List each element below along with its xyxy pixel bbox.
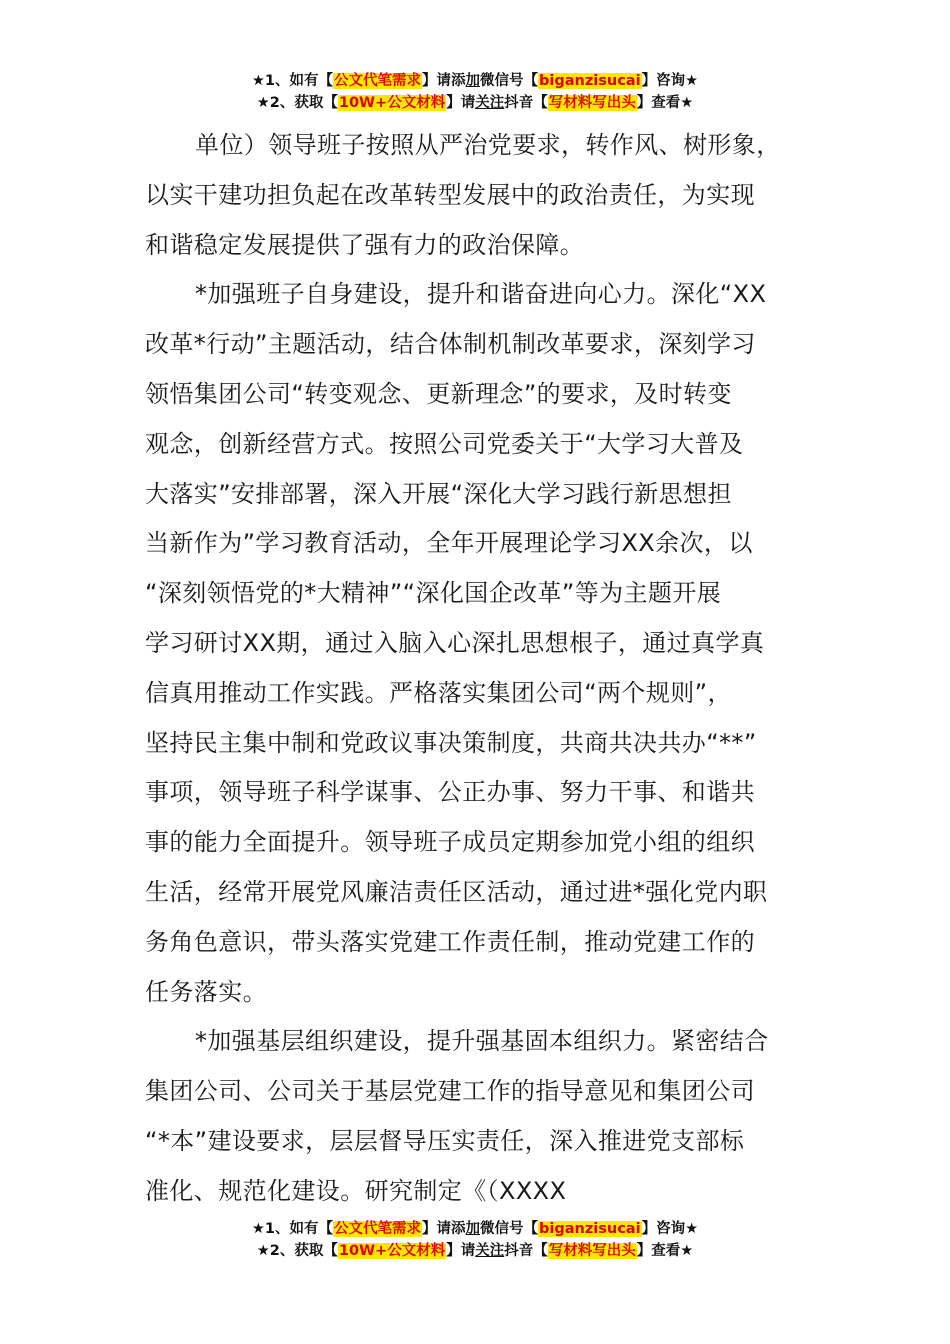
text-line: 观念，创新经营方式。按照公司党委关于“大学习大普及 (145, 429, 744, 458)
text-line: 学习研讨XX期，通过入脑入心深扎思想根子，通过真学真 (145, 628, 765, 657)
text-line: 以实干建功担负起在改革转型发展中的政治责任，为实现 (145, 180, 755, 209)
highlight-service: 公文代笔需求 (334, 73, 422, 89)
document-body (145, 121, 810, 1217)
text-line: 务角色意识，带头落实党建工作责任制，推动党建工作的 (145, 927, 755, 956)
text-line: 生活，经常开展党风廉洁责任区活动，通过进*强化党内职 (145, 877, 768, 906)
text-line: 改革*行动”主题活动，结合体制机制改革要求，深刻学习 (145, 330, 756, 359)
text-line: 信真用推动工作实践。严格落实集团公司“两个规则”， (145, 678, 732, 707)
text-line: “*本”建设要求，层层督导压实责任，深入推进党支部标 (145, 1126, 745, 1155)
highlight-douyin-account: 写材料写出头 (548, 1243, 636, 1259)
text-line: “深刻领悟党的*大精神”“深化国企改革”等为主题开展 (145, 579, 722, 608)
footer-banner-line-1 (0, 1218, 950, 1240)
text-line: 任务落实。 (145, 977, 267, 1006)
highlight-douyin-account: 写材料写出头 (548, 95, 636, 111)
footer-banner-line-2 (0, 1240, 950, 1262)
text-line: 事项，领导班子科学谋事、公正办事、努力干事、和谐共 (145, 778, 755, 807)
paragraph-2 (145, 270, 810, 1017)
header-banner-line-1 (0, 70, 950, 92)
banner-text: 】请 (446, 95, 476, 111)
banner-text: 】咨询★ (641, 1221, 699, 1237)
text-line: *加强班子自身建设，提升和谐奋进向心力。深化“XX (195, 280, 767, 309)
banner-text: 】查看★ (636, 95, 694, 111)
text-line: 领悟集团公司“转变观念、更新理念”的要求，及时转变 (145, 379, 732, 408)
text-line: 准化、规范化建设。研究制定《（XXXX (145, 1176, 567, 1205)
banner-underlined-text: 加 (465, 1221, 481, 1237)
highlight-materials: 10W+公文材料 (338, 1243, 446, 1259)
banner-text: ★2、获取【 (256, 1243, 338, 1259)
banner-text: 微信号【 (480, 1221, 539, 1237)
banner-text: ★1、如有【 (251, 1221, 334, 1237)
highlight-wechat-id: biganzisucai (539, 1221, 641, 1237)
banner-underlined-text: 加 (465, 73, 481, 89)
text-line: *加强基层组织建设，提升强基固本组织力。紧密结合 (195, 1027, 769, 1056)
text-line: 坚持民主集中制和党政议事决策制度，共商共决共办“**” (145, 728, 757, 757)
text-line: 单位）领导班子按照从严治党要求，转作风、树形象， (195, 131, 781, 159)
paragraph-3 (145, 1017, 810, 1216)
banner-underlined-text: 关注 (475, 95, 505, 111)
banner-text: 】咨询★ (641, 73, 699, 89)
text-line: 集团公司、公司关于基层党建工作的指导意见和集团公司 (145, 1077, 755, 1106)
banner-text: 微信号【 (480, 73, 539, 89)
banner-text: 抖音【 (504, 1243, 548, 1259)
banner-text: 】查看★ (636, 1243, 694, 1259)
header-banner-line-2 (0, 92, 950, 114)
banner-text: 】请添 (422, 1221, 466, 1237)
footer-banner (0, 1218, 950, 1262)
highlight-materials: 10W+公文材料 (338, 95, 446, 111)
header-banner (0, 70, 950, 114)
banner-underlined-text: 关注 (475, 1243, 505, 1259)
banner-text: 】请 (446, 1243, 476, 1259)
banner-text: 】请添 (422, 73, 466, 89)
highlight-service: 公文代笔需求 (334, 1221, 422, 1237)
banner-text: 抖音【 (504, 95, 548, 111)
paragraph-1 (145, 121, 810, 270)
text-line: 当新作为”学习教育活动，全年开展理论学习XX余次，以 (145, 529, 753, 558)
highlight-wechat-id: biganzisucai (539, 73, 641, 89)
banner-text: ★1、如有【 (251, 73, 334, 89)
text-line: 事的能力全面提升。领导班子成员定期参加党小组的组织 (145, 828, 755, 857)
text-line: 大落实”安排部署，深入开展“深化大学习践行新思想担 (145, 479, 732, 508)
text-line: 和谐稳定发展提供了强有力的政治保障。 (145, 230, 585, 259)
banner-text: ★2、获取【 (256, 95, 338, 111)
